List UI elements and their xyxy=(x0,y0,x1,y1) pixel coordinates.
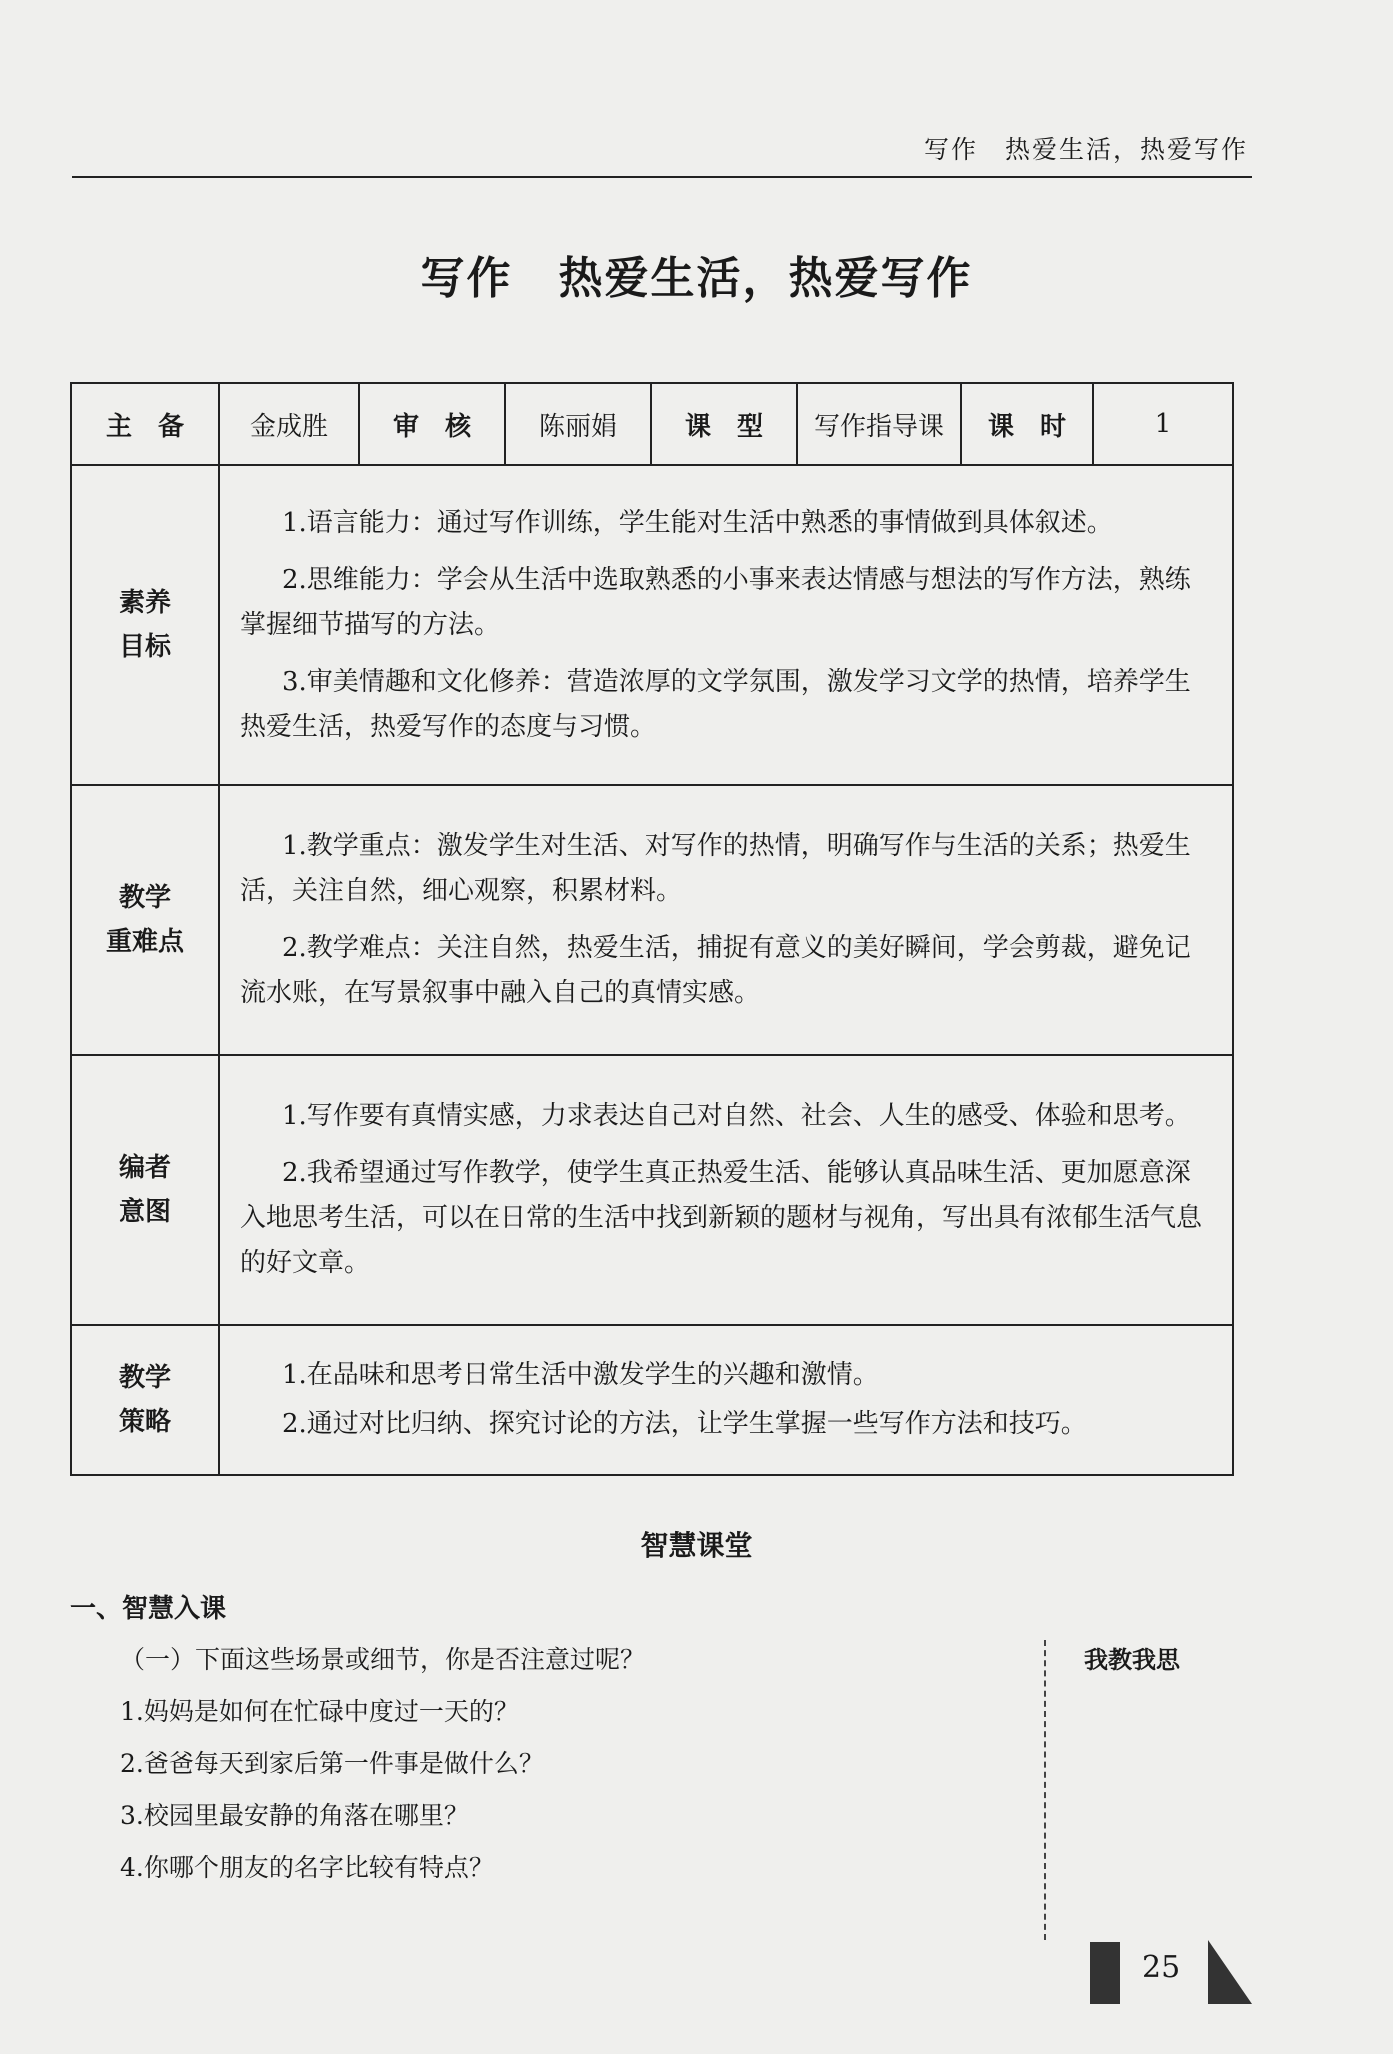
question-list xyxy=(120,1634,1020,1894)
intent-item: 1.写作要有真情实感，力求表达自己对自然、社会、人生的感受、体验和思考。 xyxy=(282,1101,1191,1131)
meta-row xyxy=(71,383,1233,465)
intent-label xyxy=(71,1055,219,1325)
goals-label xyxy=(71,465,219,785)
intent-label-line1: 编者 xyxy=(118,1153,171,1183)
goals-item: 2.思维能力：学会从生活中选取熟悉的小事来表达情感与想法的写作方法，熟练掌握细节描写的方法。 xyxy=(240,564,1191,640)
hours-value: 1 xyxy=(1093,383,1233,465)
goals-item: 1.语言能力：通过写作训练，学生能对生活中熟悉的事情做到具体叙述。 xyxy=(282,507,1113,538)
review-label: 审 核 xyxy=(359,383,505,465)
intent-label-line2: 意图 xyxy=(118,1197,171,1227)
focus-label xyxy=(71,785,219,1055)
focus-item: 2.教学难点：关注自然，热爱生活，捕捉有意义的美好瞬间，学会剪裁，避免记流水账，在写景叙事中融入自己的真情实感。 xyxy=(240,933,1191,1008)
sidebar-divider xyxy=(1044,1640,1046,1940)
running-header xyxy=(72,110,1252,178)
running-header-title: 写作 热爱生活，热爱写作 xyxy=(923,135,1248,164)
part1-heading: 一、智慧入课 xyxy=(70,1594,227,1624)
question-item: 1.妈妈是如何在忙碌中度过一天的？ xyxy=(120,1697,519,1726)
footer-bar-decoration xyxy=(1090,1942,1120,2004)
question-item: 3.校园里最安静的角落在哪里？ xyxy=(120,1801,469,1830)
strategy-row xyxy=(71,1325,1233,1475)
focus-content xyxy=(219,785,1233,1055)
strategy-item: 1.在品味和思考日常生活中激发学生的兴趣和激情。 xyxy=(282,1360,879,1390)
goals-item: 3.审美情趣和文化修养：营造浓厚的文学氛围，激发学习文学的热情，培养学生热爱生活，热爱写作的态度与习惯。 xyxy=(240,666,1191,742)
focus-label-line2: 重难点 xyxy=(105,927,184,957)
type-label: 课 型 xyxy=(651,383,797,465)
intent-item: 2.我希望通过写作教学，使学生真正热爱生活、能够认真品味生活、更加愿意深入地思考生活，可以在日常的生活中找到新颖的题材与视角，写出具有浓郁生活气息的好文章。 xyxy=(240,1158,1203,1278)
goals-row xyxy=(71,465,1233,785)
intent-content xyxy=(219,1055,1233,1325)
section-title: 智慧课堂 xyxy=(640,1529,753,1562)
page-title: 写作 热爱生活，热爱写作 xyxy=(420,253,973,304)
goals-content xyxy=(219,465,1233,785)
strategy-item: 2.通过对比归纳、探究讨论的方法，让学生掌握一些写作方法和技巧。 xyxy=(282,1409,1087,1439)
review-value: 陈丽娟 xyxy=(505,383,651,465)
page-number: 25 xyxy=(1142,1950,1181,1985)
hours-label: 课 时 xyxy=(961,383,1093,465)
goals-label-line2: 目标 xyxy=(118,632,171,662)
focus-label-line1: 教学 xyxy=(118,883,171,913)
strategy-label xyxy=(71,1325,219,1475)
strategy-label-line1: 教学 xyxy=(118,1363,171,1393)
focus-item: 1.教学重点：激发学生对生活、对写作的热情，明确写作与生活的关系；热爱生活，关注自然，细心观察，积累材料。 xyxy=(240,831,1191,906)
lesson-plan-table xyxy=(70,382,1234,1476)
type-value: 写作指导课 xyxy=(797,383,961,465)
strategy-label-line2: 策略 xyxy=(118,1407,171,1437)
chief-label: 主 备 xyxy=(71,383,219,465)
footer-triangle-decoration xyxy=(1208,1940,1252,2004)
focus-row xyxy=(71,785,1233,1055)
strategy-content xyxy=(219,1325,1233,1475)
chief-value: 金成胜 xyxy=(219,383,359,465)
question-item: 4.你哪个朋友的名字比较有特点？ xyxy=(120,1853,494,1882)
intent-row xyxy=(71,1055,1233,1325)
sidebar-title: 我教我思 xyxy=(1084,1646,1180,1674)
question-intro: （一）下面这些场景或细节，你是否注意过呢？ xyxy=(120,1645,646,1674)
question-item: 2.爸爸每天到家后第一件事是做什么？ xyxy=(120,1749,544,1778)
goals-label-line1: 素养 xyxy=(118,588,171,618)
